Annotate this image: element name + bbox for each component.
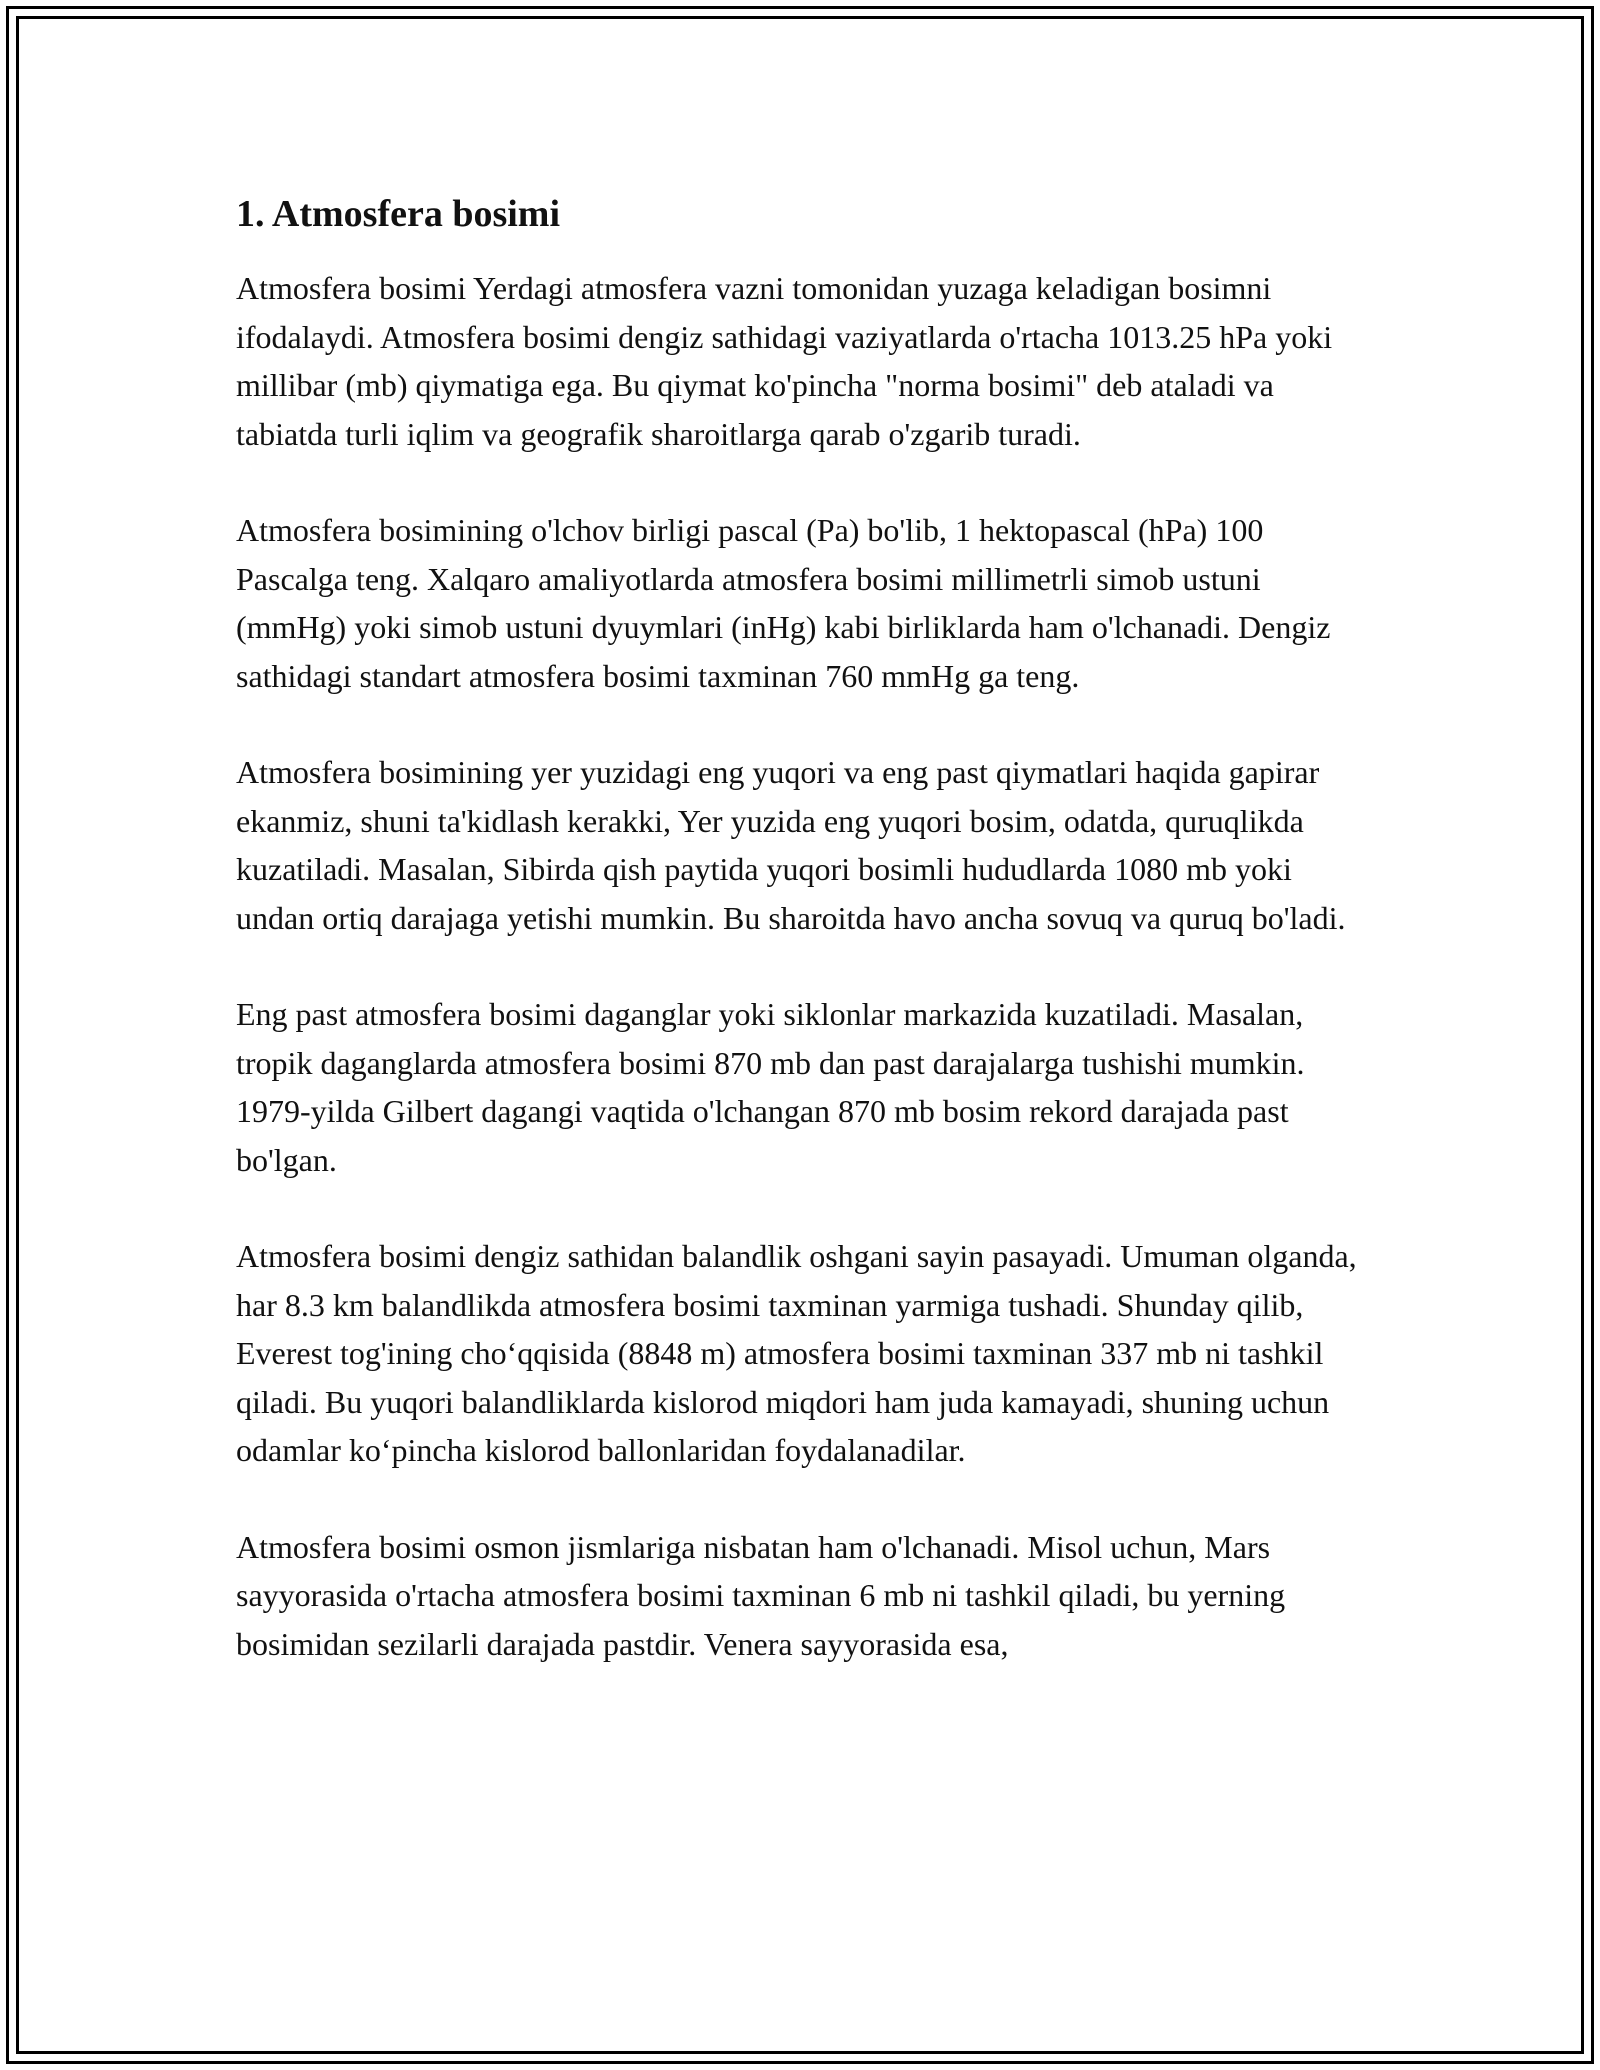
paragraph-6: Atmosfera bosimi osmon jismlariga nisbatan ham o'lchanadi. Misol uchun, Mars sayyorasida o'rtacha atmosfera bosimi taxminan 6 mb ni tashkil qiladi, bu yerning bosimidan sezilarli darajada pastdir. Venera sayyorasida esa,	[236, 1528, 1286, 1662]
paragraph-4: Eng past atmosfera bosimi daganglar yoki siklonlar markazida kuzatiladi. Masalan, tropik daganglarda atmosfera bosimi 870 mb dan past darajalarga tushishi mumkin. 1979-yilda Gilbert dagangi vaqtida o'lchangan 870 mb bosim rekord darajada past bo'lgan.	[236, 996, 1305, 1178]
document-body	[236, 186, 1376, 1716]
paragraph-5: Atmosfera bosimi dengiz sathidan balandlik oshgani sayin pasayadi. Umuman olganda, har 8.3 km balandlikda atmosfera bosimi taxminan yarmiga tushadi. Shunday qilib, Everest tog'ining cho‘qqisida (8848 m) atmosfera bosimi taxminan 337 mb ni tashkil qiladi. Bu yuqori balandliklarda kislorod miqdori ham juda kamayadi, shuning uchun odamlar ko‘pincha kislorod ballonlaridan foydalanadilar.	[236, 1238, 1357, 1468]
paragraph-1: Atmosfera bosimi Yerdagi atmosfera vazni tomonidan yuzaga keladigan bosimni ifodalaydi. Atmosfera bosimi dengiz sathidagi vaziyatlarda o'rtacha 1013.25 hPa yoki millibar (mb) qiymatiga ega. Bu qiymat ko'pincha "norma bosimi" deb ataladi va tabiatda turli iqlim va geografik sharoitlarga qarab o'zgarib turadi.	[236, 270, 1333, 452]
paragraph-2: Atmosfera bosimining o'lchov birligi pascal (Pa) bo'lib, 1 hektopascal (hPa) 100 Pascalga teng. Xalqaro amaliyotlarda atmosfera bosimi millimetrli simob ustuni (mmHg) yoki simob ustuni dyuymlari (inHg) kabi birliklarda ham o'lchanadi. Dengiz sathidagi standart atmosfera bosimi taxminan 760 mmHg ga teng.	[236, 512, 1331, 694]
section-title: 1. Atmosfera bosimi	[236, 193, 561, 235]
paragraph-3: Atmosfera bosimining yer yuzidagi eng yuqori va eng past qiymatlari haqida gapirar ekanmiz, shuni ta'kidlash kerakki, Yer yuzida eng yuqori bosim, odatda, quruqlikda kuzatiladi. Masalan, Sibirda qish paytida yuqori bosimli hududlarda 1080 mb yoki undan ortiq darajaga yetishi mumkin. Bu sharoitda havo ancha sovuq va quruq bo'ladi.	[236, 754, 1346, 936]
